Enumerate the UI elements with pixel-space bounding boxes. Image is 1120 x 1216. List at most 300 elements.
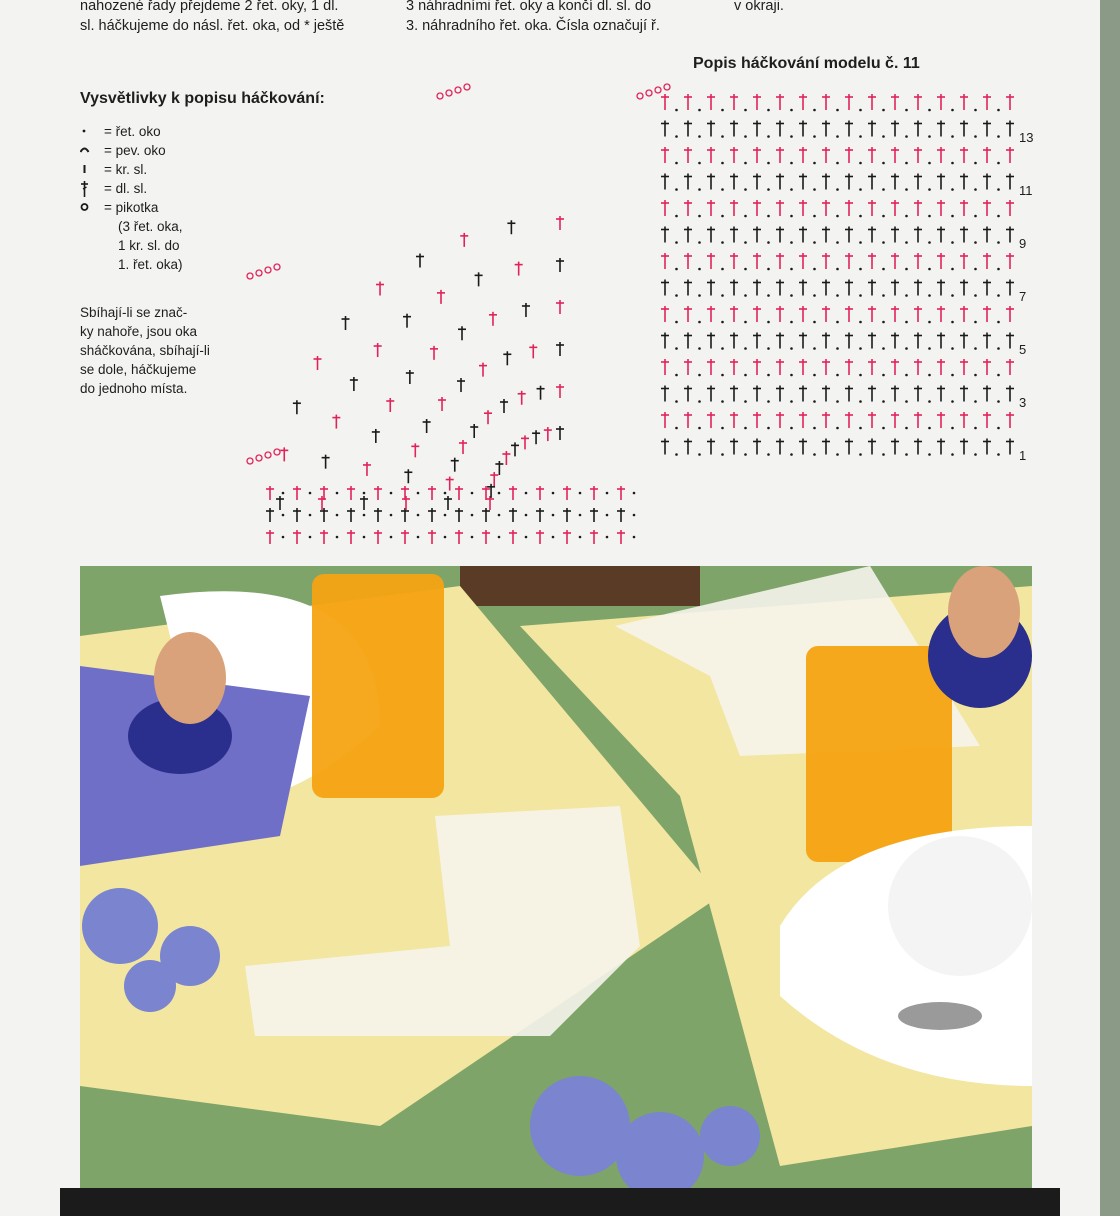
dc-stitch (730, 94, 738, 110)
chain-dot (836, 294, 839, 297)
dc-stitch (428, 486, 436, 500)
picot-icon (247, 458, 253, 464)
chain-dot (951, 427, 954, 430)
chain-dot (606, 492, 609, 495)
dc-stitch (293, 508, 301, 522)
chain-dot (928, 241, 931, 244)
text-line: sl. háčkujeme do násl. řet. oka, od * ještě (80, 18, 345, 34)
chain-dot (790, 374, 793, 377)
chain-dot (905, 135, 908, 138)
dc-stitch (684, 359, 692, 375)
dc-stitch (661, 227, 669, 243)
chain-dot (974, 400, 977, 403)
dc-stitch (386, 398, 394, 412)
chain-dot (905, 294, 908, 297)
dc-stitch (347, 530, 355, 544)
picot-detail: 1. řet. oka) (118, 257, 183, 272)
chain-dot (882, 294, 885, 297)
chain-dot (675, 188, 678, 191)
dc-stitch (868, 280, 876, 296)
dc-stitch (845, 306, 853, 322)
picot-icon (256, 455, 262, 461)
dc-stitch (590, 530, 598, 544)
dc-stitch (363, 462, 371, 476)
chain-dot (721, 162, 724, 165)
dc-stitch (983, 253, 991, 269)
dc-stitch (914, 227, 922, 243)
dc-stitch (914, 147, 922, 163)
dc-stitch (822, 439, 830, 455)
chain-dot (974, 109, 977, 112)
dc-stitch (868, 439, 876, 455)
chain-dot (813, 135, 816, 138)
chain-dot (309, 514, 312, 517)
chain-dot (721, 400, 724, 403)
chain-dot (721, 215, 724, 218)
chain-dot (905, 188, 908, 191)
dc-stitch (845, 200, 853, 216)
chain-dot (790, 268, 793, 271)
picot-icon (655, 87, 661, 93)
chain-dot (390, 492, 393, 495)
dc-stitch (983, 147, 991, 163)
dc-stitch (332, 415, 340, 429)
dc-stitch (590, 486, 598, 500)
chain-dot (951, 188, 954, 191)
chain-dot (836, 427, 839, 430)
top-text-column-2 (406, 0, 716, 36)
dc-stitch (937, 439, 945, 455)
row-number: 1 (1019, 448, 1027, 463)
table-setting-photo (80, 566, 1032, 1188)
chain-dot (859, 374, 862, 377)
chain-dot (790, 294, 793, 297)
dc-stitch (444, 496, 452, 510)
dc-stitch (1006, 227, 1014, 243)
chain-dot (928, 321, 931, 324)
legend-label: = pev. oko (104, 143, 166, 158)
dc-stitch (776, 439, 784, 455)
chain-dot (675, 135, 678, 138)
chain-dot (579, 514, 582, 517)
dc-stitch (776, 253, 784, 269)
chain-dot (721, 427, 724, 430)
dc-stitch (960, 333, 968, 349)
dc-stitch (937, 94, 945, 110)
chain-dot (813, 268, 816, 271)
dc-stitch (983, 333, 991, 349)
dc-stitch (960, 174, 968, 190)
picot-icon (455, 87, 461, 93)
dc-stitch (937, 253, 945, 269)
chain-dot (905, 241, 908, 244)
dc-stitch (822, 121, 830, 137)
dc-stitch (753, 147, 761, 163)
chain-dot (928, 294, 931, 297)
chain-dot (928, 453, 931, 456)
dc-stitch (753, 306, 761, 322)
dc-stitch (661, 253, 669, 269)
chain-dot (974, 241, 977, 244)
dc-stitch (360, 496, 368, 510)
dc-stitch (753, 280, 761, 296)
dc-stitch (753, 121, 761, 137)
row-number: 3 (1019, 395, 1027, 410)
picot-icon (464, 84, 470, 90)
chain-dot (859, 268, 862, 271)
chain-dot (836, 268, 839, 271)
picot-icon (637, 93, 643, 99)
dc-stitch (455, 508, 463, 522)
dc-stitch (617, 530, 625, 544)
dc-stitch (1006, 94, 1014, 110)
dc-stitch (753, 333, 761, 349)
chain-dot (928, 215, 931, 218)
dc-stitch (707, 306, 715, 322)
double-crochet-icon (80, 179, 92, 198)
chain-dot (744, 400, 747, 403)
dc-stitch (891, 280, 899, 296)
dc-stitch (684, 333, 692, 349)
dc-stitch (937, 174, 945, 190)
chain-dot (882, 135, 885, 138)
dc-stitch (891, 94, 899, 110)
dc-stitch (845, 227, 853, 243)
dc-stitch (401, 486, 409, 500)
dc-stitch (822, 227, 830, 243)
chain-dot (744, 162, 747, 165)
dc-stitch (891, 253, 899, 269)
page-right-edge (1100, 0, 1120, 1216)
dc-stitch (503, 351, 511, 365)
dc-stitch (404, 469, 412, 483)
chain-dot (882, 188, 885, 191)
chain-dot (905, 109, 908, 112)
chain-dot (790, 321, 793, 324)
chain-dot (905, 268, 908, 271)
dc-stitch (753, 412, 761, 428)
chain-dot (698, 241, 701, 244)
chain-dot (951, 347, 954, 350)
chain-dot (675, 427, 678, 430)
dc-stitch (563, 508, 571, 522)
dc-stitch (430, 346, 438, 360)
chain-dot (790, 162, 793, 165)
dc-stitch (776, 227, 784, 243)
dc-stitch (1006, 253, 1014, 269)
dc-stitch (845, 147, 853, 163)
juice-glass-right (806, 646, 952, 862)
chain-dot (698, 135, 701, 138)
dc-stitch (707, 121, 715, 137)
dc-stitch (661, 306, 669, 322)
row-number: 9 (1019, 236, 1027, 251)
chain-dot (974, 162, 977, 165)
dc-stitch (484, 410, 492, 424)
chain-dot (905, 215, 908, 218)
dc-stitch (437, 290, 445, 304)
dc-stitch (753, 386, 761, 402)
chain-dot (813, 427, 816, 430)
chain-dot (859, 162, 862, 165)
chain-dot (928, 374, 931, 377)
chain-dot (859, 109, 862, 112)
chain-dot (698, 400, 701, 403)
chain-dot (633, 492, 636, 495)
chain-dot (997, 135, 1000, 138)
dc-stitch (707, 174, 715, 190)
chain-dot (905, 400, 908, 403)
dc-stitch (960, 147, 968, 163)
legend-label: = dl. sl. (104, 181, 148, 196)
chain-dot (698, 347, 701, 350)
dc-stitch (960, 412, 968, 428)
dc-stitch (960, 200, 968, 216)
dc-stitch (960, 439, 968, 455)
picot-detail: (3 řet. oka, (118, 219, 183, 234)
dc-stitch (937, 280, 945, 296)
dc-stitch (684, 439, 692, 455)
chain-dot (744, 241, 747, 244)
chain-dot (813, 347, 816, 350)
chain-dot (928, 427, 931, 430)
picot-icon (80, 198, 92, 217)
dc-stitch (266, 508, 274, 522)
dc-stitch (983, 280, 991, 296)
dc-stitch (730, 174, 738, 190)
dc-stitch (707, 333, 715, 349)
picot-icon (646, 90, 652, 96)
chain-dot (790, 241, 793, 244)
dc-stitch (320, 508, 328, 522)
dc-stitch (914, 94, 922, 110)
chain-dot (859, 347, 862, 350)
dc-stitch (937, 306, 945, 322)
picot-icon (274, 264, 280, 270)
dc-stitch (411, 443, 419, 457)
text-line: 3. náhradního řet. oka. Čísla označují ř. (406, 18, 660, 34)
chain-dot (928, 268, 931, 271)
chain-dot (721, 347, 724, 350)
crochet-chart (230, 66, 1020, 556)
dc-stitch (684, 253, 692, 269)
dc-stitch (845, 439, 853, 455)
dc-stitch (891, 439, 899, 455)
chain-dot (836, 188, 839, 191)
dc-stitch (822, 94, 830, 110)
chain-dot (744, 453, 747, 456)
dc-stitch (684, 200, 692, 216)
dc-stitch (753, 200, 761, 216)
dc-stitch (822, 280, 830, 296)
dc-stitch (532, 430, 540, 444)
dc-stitch (707, 386, 715, 402)
chain-dot (951, 321, 954, 324)
dc-stitch (684, 94, 692, 110)
dc-stitch (730, 200, 738, 216)
dc-stitch (374, 530, 382, 544)
dc-stitch (960, 280, 968, 296)
row-number: 7 (1019, 289, 1027, 304)
dc-stitch (891, 227, 899, 243)
dc-stitch (960, 94, 968, 110)
chain-dot (282, 514, 285, 517)
dc-stitch (799, 412, 807, 428)
chain-dot (525, 492, 528, 495)
dc-stitch (868, 174, 876, 190)
chain-dot (951, 374, 954, 377)
chain-dot (974, 215, 977, 218)
dc-stitch (293, 400, 301, 414)
dc-stitch (914, 386, 922, 402)
dc-stitch (423, 419, 431, 433)
chain-dot (790, 453, 793, 456)
chain-dot (444, 514, 447, 517)
dc-stitch (799, 147, 807, 163)
dc-stitch (753, 359, 761, 375)
chain-dot (859, 241, 862, 244)
chain-dot (721, 321, 724, 324)
chain-dot (309, 536, 312, 539)
dc-stitch (372, 429, 380, 443)
chain-dot (675, 241, 678, 244)
dc-stitch (529, 344, 537, 358)
dc-stitch (1006, 280, 1014, 296)
chain-dot (790, 400, 793, 403)
chain-dot (905, 162, 908, 165)
dc-stitch (486, 496, 494, 510)
chain-dot (444, 492, 447, 495)
dc-stitch (617, 486, 625, 500)
chain-dot (997, 241, 1000, 244)
dc-stitch (509, 508, 517, 522)
chain-dot (813, 215, 816, 218)
dc-stitch (1006, 412, 1014, 428)
dc-stitch (507, 220, 515, 234)
dc-stitch (960, 253, 968, 269)
dc-stitch (868, 147, 876, 163)
dc-stitch (983, 439, 991, 455)
chain-dot (859, 427, 862, 430)
dc-stitch (350, 377, 358, 391)
chain-dot (698, 162, 701, 165)
dc-stitch (1006, 121, 1014, 137)
dc-stitch (707, 147, 715, 163)
dc-stitch (374, 486, 382, 500)
chain-dot (813, 400, 816, 403)
chain-dot (767, 188, 770, 191)
coffee-cup (888, 836, 1032, 976)
egg-right (948, 566, 1020, 658)
dc-stitch (753, 253, 761, 269)
dc-stitch (376, 282, 384, 296)
chain-dot (721, 294, 724, 297)
dc-stitch (776, 147, 784, 163)
dc-stitch (868, 306, 876, 322)
dc-stitch (446, 477, 454, 491)
dc-stitch (322, 455, 330, 469)
dc-stitch (868, 200, 876, 216)
dc-stitch (868, 359, 876, 375)
juice-glass-left (312, 574, 444, 798)
note-line: do jednoho místa. (80, 381, 188, 396)
dc-stitch (914, 439, 922, 455)
chain-dot (974, 268, 977, 271)
dc-stitch (937, 147, 945, 163)
chain-dot (882, 162, 885, 165)
dc-stitch (868, 121, 876, 137)
chain-dot (882, 453, 885, 456)
dc-stitch (293, 486, 301, 500)
dc-stitch (556, 384, 564, 398)
dc-stitch (730, 121, 738, 137)
chain-dot (905, 321, 908, 324)
dc-stitch (891, 333, 899, 349)
dc-stitch (293, 530, 301, 544)
chain-dot (744, 374, 747, 377)
chain-dot (698, 321, 701, 324)
dc-stitch (822, 359, 830, 375)
dc-stitch (799, 280, 807, 296)
chain-dot (698, 268, 701, 271)
chain-dot (336, 492, 339, 495)
chain-dot (951, 162, 954, 165)
dc-stitch (482, 530, 490, 544)
dc-stitch (845, 174, 853, 190)
picot-icon (437, 93, 443, 99)
dc-stitch (891, 306, 899, 322)
note-line: se dole, háčkujeme (80, 362, 197, 377)
picot-detail: 1 kr. sl. do (118, 238, 180, 253)
chain-dot (767, 400, 770, 403)
chain-dot (498, 492, 501, 495)
chain-dot (498, 514, 501, 517)
dc-stitch (914, 200, 922, 216)
note-line: Sbíhají-li se znač- (80, 305, 188, 320)
dc-stitch (960, 306, 968, 322)
dc-stitch (320, 530, 328, 544)
legend-title: Vysvětlivky k popisu háčkování: (80, 90, 325, 107)
chain-dot (767, 268, 770, 271)
chain-dot (928, 135, 931, 138)
chain-dot (928, 400, 931, 403)
dc-stitch (753, 227, 761, 243)
dc-stitch (707, 359, 715, 375)
chain-dot (282, 536, 285, 539)
dc-stitch (563, 486, 571, 500)
chain-dot (767, 427, 770, 430)
dc-stitch (266, 486, 274, 500)
chain-dot (498, 536, 501, 539)
chain-dot (767, 109, 770, 112)
dc-stitch (522, 303, 530, 317)
legend-label: = kr. sl. (104, 162, 148, 177)
chain-dot (813, 453, 816, 456)
dc-stitch (914, 253, 922, 269)
legend-label: = řet. oko (104, 124, 161, 139)
egg-left (154, 632, 226, 724)
chain-dot (675, 400, 678, 403)
chain-dot (928, 162, 931, 165)
chain-dot (974, 453, 977, 456)
chain-dot (974, 374, 977, 377)
chain-dot (336, 536, 339, 539)
dc-stitch (403, 314, 411, 328)
dc-stitch (983, 386, 991, 402)
dc-stitch (590, 508, 598, 522)
chain-dot (974, 321, 977, 324)
dc-stitch (314, 356, 322, 370)
